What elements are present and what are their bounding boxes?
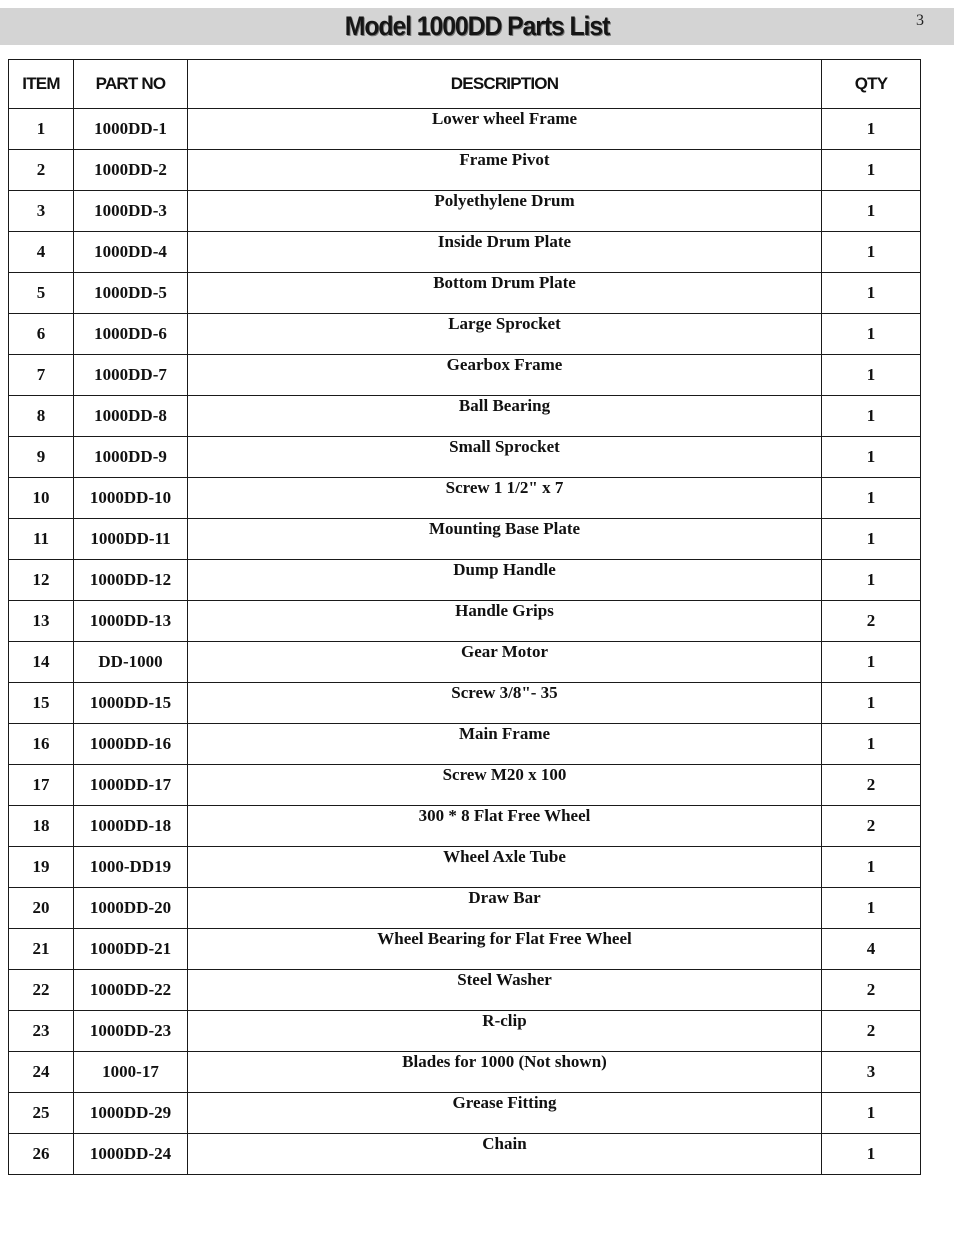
part-number-cell: 1000DD-21: [74, 929, 188, 970]
header-part-no: PART NO: [74, 60, 188, 109]
page-number: 3: [916, 12, 924, 29]
quantity-cell: 1: [822, 519, 921, 560]
parts-table: [8, 59, 921, 1175]
table-row: [9, 765, 921, 806]
item-number-cell: 19: [9, 847, 74, 888]
description-cell: Gearbox Frame: [188, 355, 822, 396]
quantity-cell: 2: [822, 765, 921, 806]
description-cell: Lower wheel Frame: [188, 109, 822, 150]
part-number-cell: 1000-17: [74, 1052, 188, 1093]
part-number-cell: 1000DD-7: [74, 355, 188, 396]
item-number-cell: 21: [9, 929, 74, 970]
quantity-cell: 1: [822, 273, 921, 314]
table-row: [9, 847, 921, 888]
table-row: [9, 929, 921, 970]
part-number-cell: 1000DD-29: [74, 1093, 188, 1134]
description-cell: Screw M20 x 100: [188, 765, 822, 806]
description-cell: Mounting Base Plate: [188, 519, 822, 560]
description-cell: R-clip: [188, 1011, 822, 1052]
table-row: [9, 519, 921, 560]
description-cell: Screw 1 1/2" x 7: [188, 478, 822, 519]
part-number-cell: 1000DD-5: [74, 273, 188, 314]
quantity-cell: 1: [822, 1134, 921, 1175]
quantity-cell: 1: [822, 847, 921, 888]
table-row: [9, 314, 921, 355]
item-number-cell: 5: [9, 273, 74, 314]
table-row: [9, 724, 921, 765]
description-cell: Draw Bar: [188, 888, 822, 929]
item-number-cell: 1: [9, 109, 74, 150]
table-row: [9, 1011, 921, 1052]
part-number-cell: 1000DD-24: [74, 1134, 188, 1175]
part-number-cell: 1000DD-4: [74, 232, 188, 273]
quantity-cell: 2: [822, 970, 921, 1011]
quantity-cell: 1: [822, 314, 921, 355]
table-row: [9, 806, 921, 847]
table-row: [9, 970, 921, 1011]
item-number-cell: 2: [9, 150, 74, 191]
item-number-cell: 23: [9, 1011, 74, 1052]
table-row: [9, 396, 921, 437]
item-number-cell: 22: [9, 970, 74, 1011]
description-cell: Grease Fitting: [188, 1093, 822, 1134]
quantity-cell: 1: [822, 724, 921, 765]
table-row: [9, 355, 921, 396]
quantity-cell: 2: [822, 1011, 921, 1052]
part-number-cell: 1000-DD19: [74, 847, 188, 888]
item-number-cell: 18: [9, 806, 74, 847]
table-row: [9, 232, 921, 273]
description-cell: Dump Handle: [188, 560, 822, 601]
part-number-cell: 1000DD-2: [74, 150, 188, 191]
part-number-cell: 1000DD-15: [74, 683, 188, 724]
description-cell: Ball Bearing: [188, 396, 822, 437]
item-number-cell: 26: [9, 1134, 74, 1175]
quantity-cell: 4: [822, 929, 921, 970]
part-number-cell: 1000DD-1: [74, 109, 188, 150]
quantity-cell: 1: [822, 683, 921, 724]
header-item: ITEM: [9, 60, 74, 109]
table-row: [9, 109, 921, 150]
table-row: [9, 1134, 921, 1175]
description-cell: Screw 3/8"- 35: [188, 683, 822, 724]
table-row: [9, 1093, 921, 1134]
item-number-cell: 12: [9, 560, 74, 601]
header-description: DESCRIPTION: [188, 60, 822, 109]
quantity-cell: 2: [822, 806, 921, 847]
table-row: [9, 642, 921, 683]
table-row: [9, 683, 921, 724]
part-number-cell: 1000DD-11: [74, 519, 188, 560]
part-number-cell: 1000DD-8: [74, 396, 188, 437]
quantity-cell: 3: [822, 1052, 921, 1093]
item-number-cell: 4: [9, 232, 74, 273]
part-number-cell: 1000DD-22: [74, 970, 188, 1011]
part-number-cell: 1000DD-17: [74, 765, 188, 806]
item-number-cell: 8: [9, 396, 74, 437]
description-cell: Blades for 1000 (Not shown): [188, 1052, 822, 1093]
quantity-cell: 1: [822, 232, 921, 273]
item-number-cell: 7: [9, 355, 74, 396]
table-row: [9, 888, 921, 929]
table-row: [9, 437, 921, 478]
table-row: [9, 1052, 921, 1093]
part-number-cell: 1000DD-16: [74, 724, 188, 765]
page-title: Model 1000DD Parts List: [344, 11, 610, 41]
item-number-cell: 20: [9, 888, 74, 929]
quantity-cell: 1: [822, 642, 921, 683]
item-number-cell: 25: [9, 1093, 74, 1134]
quantity-cell: 1: [822, 150, 921, 191]
part-number-cell: 1000DD-9: [74, 437, 188, 478]
table-header-row: [9, 60, 921, 109]
part-number-cell: 1000DD-3: [74, 191, 188, 232]
item-number-cell: 6: [9, 314, 74, 355]
part-number-cell: 1000DD-18: [74, 806, 188, 847]
quantity-cell: 1: [822, 560, 921, 601]
item-number-cell: 14: [9, 642, 74, 683]
quantity-cell: 1: [822, 396, 921, 437]
item-number-cell: 24: [9, 1052, 74, 1093]
table-row: [9, 601, 921, 642]
table-row: [9, 191, 921, 232]
description-cell: Frame Pivot: [188, 150, 822, 191]
part-number-cell: DD-1000: [74, 642, 188, 683]
quantity-cell: 2: [822, 601, 921, 642]
table-row: [9, 150, 921, 191]
description-cell: Wheel Axle Tube: [188, 847, 822, 888]
item-number-cell: 17: [9, 765, 74, 806]
description-cell: Steel Washer: [188, 970, 822, 1011]
description-cell: Polyethylene Drum: [188, 191, 822, 232]
header-qty: QTY: [822, 60, 921, 109]
item-number-cell: 11: [9, 519, 74, 560]
item-number-cell: 16: [9, 724, 74, 765]
description-cell: Chain: [188, 1134, 822, 1175]
part-number-cell: 1000DD-10: [74, 478, 188, 519]
quantity-cell: 1: [822, 478, 921, 519]
description-cell: Wheel Bearing for Flat Free Wheel: [188, 929, 822, 970]
item-number-cell: 9: [9, 437, 74, 478]
quantity-cell: 1: [822, 191, 921, 232]
part-number-cell: 1000DD-20: [74, 888, 188, 929]
item-number-cell: 15: [9, 683, 74, 724]
item-number-cell: 3: [9, 191, 74, 232]
quantity-cell: 1: [822, 1093, 921, 1134]
description-cell: Inside Drum Plate: [188, 232, 822, 273]
item-number-cell: 10: [9, 478, 74, 519]
table-row: [9, 560, 921, 601]
part-number-cell: 1000DD-23: [74, 1011, 188, 1052]
part-number-cell: 1000DD-6: [74, 314, 188, 355]
description-cell: Bottom Drum Plate: [188, 273, 822, 314]
quantity-cell: 1: [822, 437, 921, 478]
description-cell: Main Frame: [188, 724, 822, 765]
part-number-cell: 1000DD-12: [74, 560, 188, 601]
description-cell: Small Sprocket: [188, 437, 822, 478]
item-number-cell: 13: [9, 601, 74, 642]
quantity-cell: 1: [822, 888, 921, 929]
quantity-cell: 1: [822, 109, 921, 150]
description-cell: Large Sprocket: [188, 314, 822, 355]
table-row: [9, 478, 921, 519]
parts-table-body: [9, 109, 921, 1175]
quantity-cell: 1: [822, 355, 921, 396]
description-cell: Handle Grips: [188, 601, 822, 642]
part-number-cell: 1000DD-13: [74, 601, 188, 642]
description-cell: 300 * 8 Flat Free Wheel: [188, 806, 822, 847]
description-cell: Gear Motor: [188, 642, 822, 683]
table-row: [9, 273, 921, 314]
